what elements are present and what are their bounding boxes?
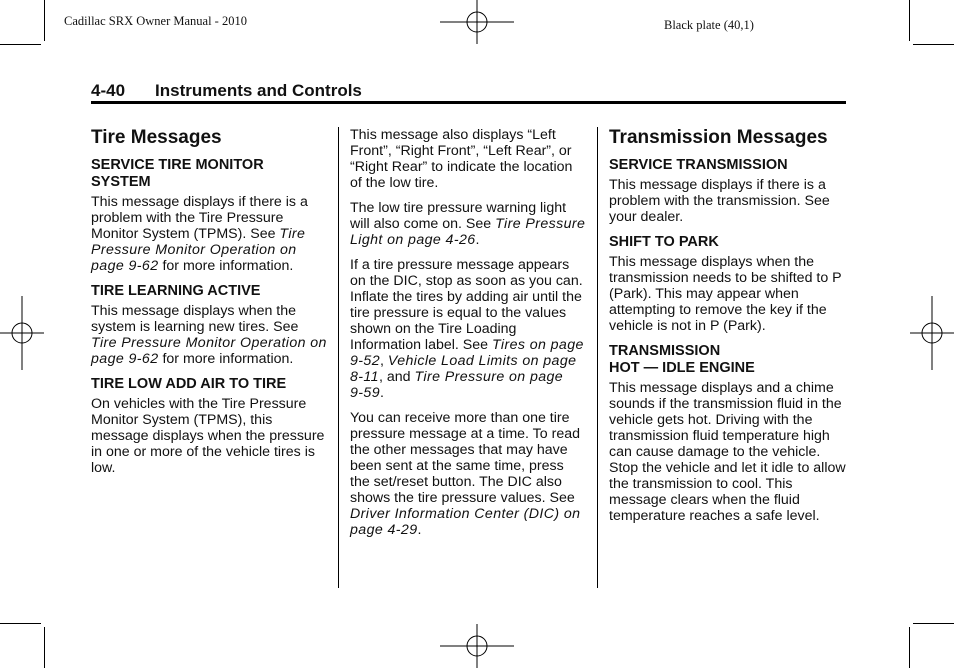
column-divider <box>597 127 598 588</box>
section-title-transmission-messages: Transmission Messages <box>609 127 828 148</box>
page-heading <box>91 81 362 101</box>
crop-mark <box>909 0 910 41</box>
paragraph: This message displays when the system is learning new tires. See Tire Pressure Monitor Operation on page 9‑62 for more information. <box>91 303 327 367</box>
cross-reference: Driver Information Center (DIC) on page 4‑29 <box>350 506 581 538</box>
heading-transmission-hot: TRANSMISSION HOT — IDLE ENGINE <box>609 343 755 376</box>
heading-tire-low-add-air: TIRE LOW ADD AIR TO TIRE <box>91 376 287 392</box>
column-3 <box>609 127 847 533</box>
heading-shift-to-park: SHIFT TO PARK <box>609 234 719 250</box>
paragraph: This message displays if there is a problem with the transmission. See your dealer. <box>609 177 830 225</box>
crop-mark <box>909 627 910 668</box>
cross-reference: Tire Pressure Monitor Operation on page 9‑62 <box>91 335 327 367</box>
crop-mark <box>44 0 45 41</box>
crop-mark <box>44 627 45 668</box>
page-number: 4-40 <box>91 81 126 100</box>
heading-service-transmission: SERVICE TRANSMISSION <box>609 157 788 173</box>
registration-mark-left <box>0 296 44 370</box>
cross-reference: Tire Pressure Monitor Operation on page 9‑62 <box>91 226 306 274</box>
cross-reference: Tire Pressure on page 9‑59 <box>350 369 564 401</box>
paragraph: This message displays and a chime sounds if the transmission fluid in the vehicle gets hot. Driving with the transmission fluid temperature high can cause damage to the vehicle. Stop the vehicle and let it idle to allow the transmission to cool. This message clears when the fluid temperature reaches a safe level. <box>609 380 846 524</box>
plate-label: Black plate (40,1) <box>664 18 754 32</box>
paragraph: You can receive more than one tire pressure message at a time. To read the other messages that may have been sent at the same time, press the set/reset button. The DIC also shows the tire pressure values. See Driver Information Center (DIC) on page 4‑29. <box>350 410 581 538</box>
registration-mark-bottom <box>440 624 514 668</box>
crop-mark <box>913 623 954 624</box>
paragraph: This message also displays “Left Front”, “Right Front”, “Left Rear”, or “Right Rear” to indicate the location of the low tire. <box>350 127 573 191</box>
column-1 <box>91 127 327 485</box>
heading-rule <box>91 101 846 104</box>
section-title-tire-messages: Tire Messages <box>91 127 222 148</box>
heading-service-tire-monitor: SERVICE TIRE MONITOR SYSTEM <box>91 157 264 190</box>
crop-mark <box>0 44 41 45</box>
crop-mark <box>0 623 41 624</box>
column-2 <box>350 127 586 547</box>
section-title: Instruments and Controls <box>155 81 362 100</box>
manual-title: Cadillac SRX Owner Manual - 2010 <box>64 14 247 28</box>
crop-mark <box>913 44 954 45</box>
cross-reference: Vehicle Load Limits on page 8‑11 <box>350 353 577 385</box>
paragraph: On vehicles with the Tire Pressure Monitor System (TPMS), this message displays when the pressure in one or more of the vehicle tires is low. <box>91 396 325 476</box>
heading-tire-learning-active: TIRE LEARNING ACTIVE <box>91 283 261 299</box>
paragraph: This message displays when the transmission needs to be shifted to P (Park). This may appear when attempting to remove the key if the vehicle is not in P (Park). <box>609 254 842 334</box>
cross-reference: Tire Pressure Light on page 4‑26 <box>350 216 586 248</box>
registration-mark-right <box>910 296 954 370</box>
registration-mark-top <box>440 0 514 44</box>
paragraph: The low tire pressure warning light will also come on. See Tire Pressure Light on page 4‑26. <box>350 200 586 248</box>
paragraph: If a tire pressure message appears on the DIC, stop as soon as you can. Inflate the tires by adding air until the tire pressure is equal to the values shown on the Tire Loading Information label. See Tires on page 9‑52, Vehicle Load Limits on page 8‑11, and Tire Pressure on page 9‑59. <box>350 257 584 401</box>
paragraph: This message displays if there is a problem with the Tire Pressure Monitor System (TPMS). See Tire Pressure Monitor Operation on page 9‑62 for more information. <box>91 194 308 274</box>
column-divider <box>338 127 339 588</box>
cross-reference: Tires on page 9‑52 <box>350 337 584 369</box>
